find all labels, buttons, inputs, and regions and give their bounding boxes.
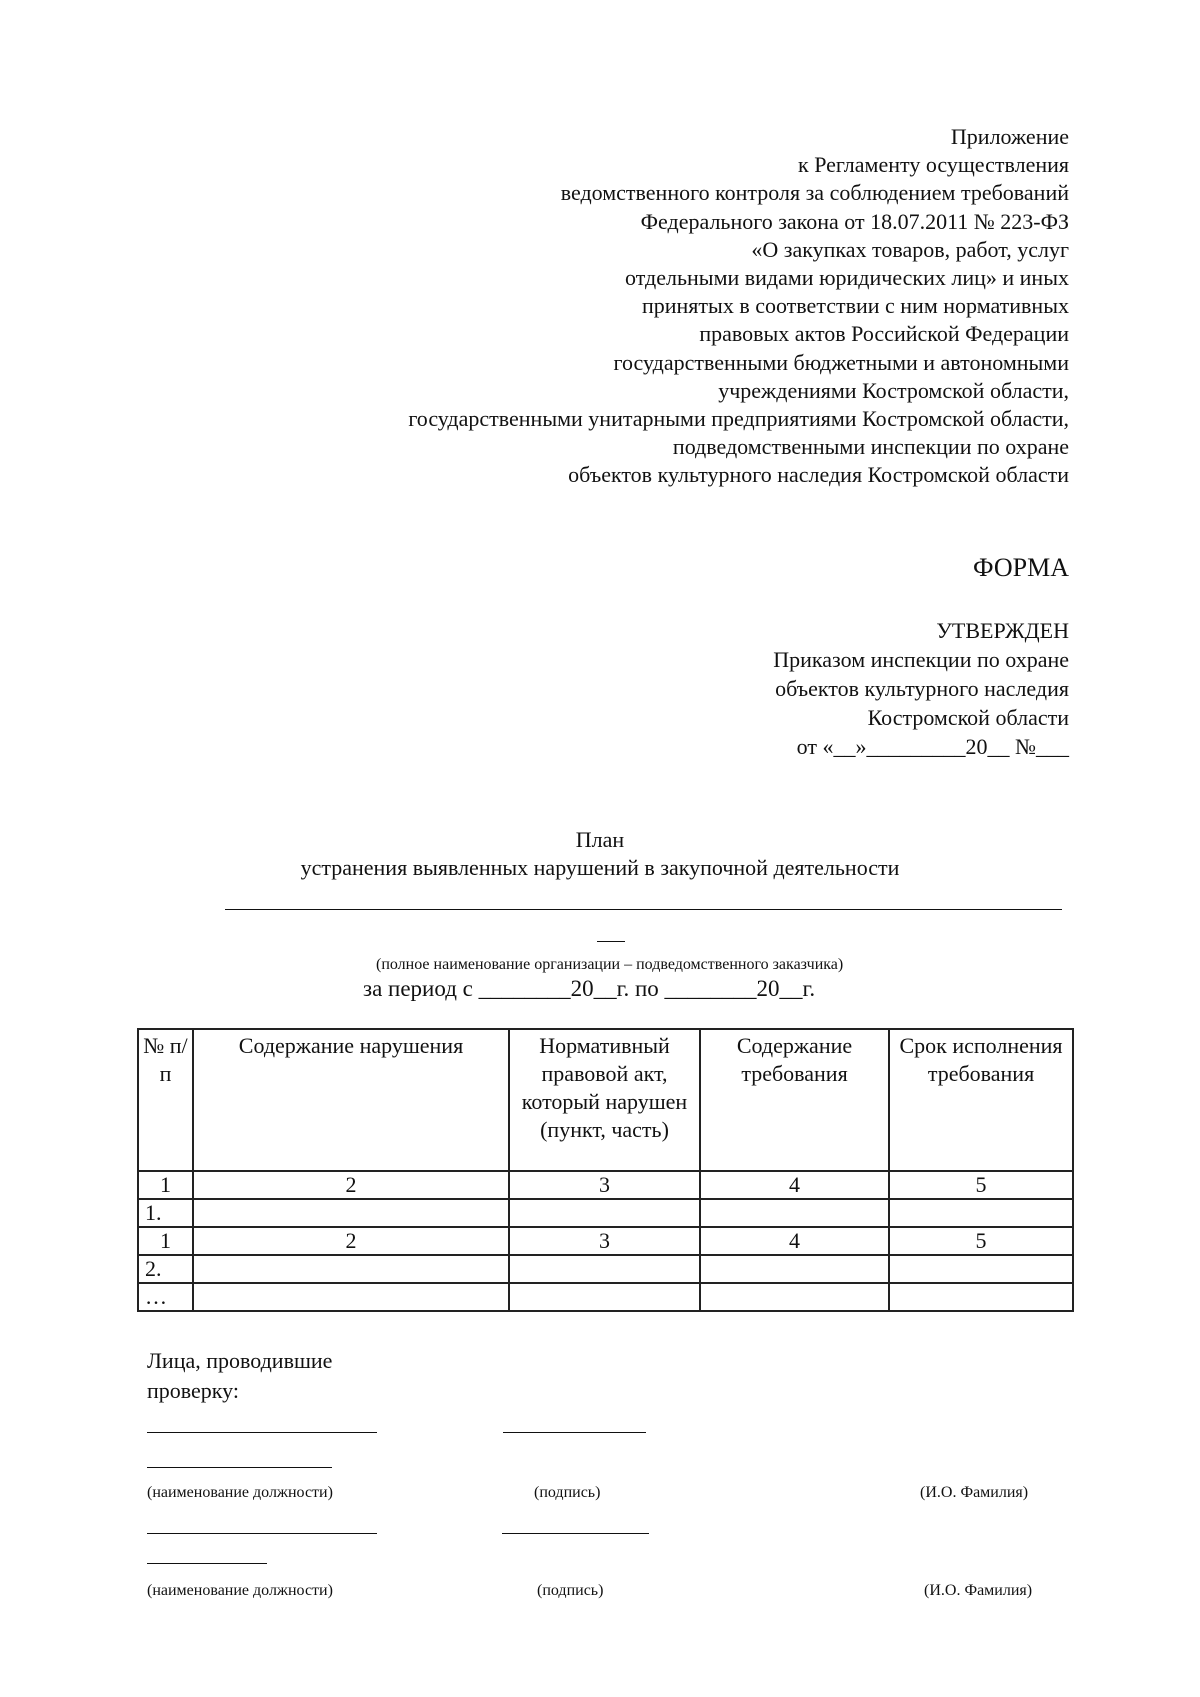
table-row	[138, 1171, 1073, 1199]
annex-line: отдельными видами юридических лиц» и иных	[625, 265, 1069, 291]
table-header-row	[138, 1029, 1073, 1171]
period-line: за период с ________20__г. по ________20__г.	[363, 976, 816, 1001]
table-cell	[509, 1283, 700, 1311]
table-cell: 4	[700, 1171, 889, 1199]
table-row	[138, 1283, 1073, 1311]
table-cell: 1	[138, 1227, 193, 1255]
position-line-short	[147, 1563, 267, 1564]
table-cell: 1.	[138, 1199, 193, 1227]
table-cell	[193, 1255, 509, 1283]
table-cell	[889, 1255, 1073, 1283]
signature-caption: (подпись)	[534, 1484, 601, 1501]
persons-label	[147, 1346, 332, 1406]
plan-subtitle: устранения выявленных нарушений в закупочной деятельности	[300, 855, 900, 880]
annex-line: государственными унитарными предприятиями Костромской области,	[408, 406, 1069, 432]
table-cell	[700, 1199, 889, 1227]
annex-line: принятых в соответствии с ним нормативных	[641, 293, 1069, 319]
position-line	[147, 1432, 377, 1433]
table-cell	[889, 1283, 1073, 1311]
table-cell	[889, 1199, 1073, 1227]
table-cell: 5	[889, 1227, 1073, 1255]
position-caption: (наименование должности)	[147, 1484, 333, 1501]
name-caption: (И.О. Фамилия)	[924, 1582, 1033, 1599]
table-row	[138, 1199, 1073, 1227]
persons-label-line: Лица, проводившие	[147, 1348, 333, 1373]
header-deadline: Срок исполнения требования	[889, 1029, 1073, 1171]
table-cell	[193, 1199, 509, 1227]
position-line-short	[147, 1467, 332, 1468]
table-cell: 3	[509, 1171, 700, 1199]
org-caption: (полное наименование организации – подведомственного заказчика)	[376, 956, 844, 973]
position-caption: (наименование должности)	[147, 1582, 333, 1599]
plan-title: План	[575, 827, 625, 852]
table-cell: 1	[138, 1171, 193, 1199]
annex-line: Приложение	[950, 124, 1069, 149]
approval-block	[773, 616, 1069, 761]
table-cell: 4	[700, 1227, 889, 1255]
header-requirement: Содержание требования	[700, 1029, 889, 1171]
header-violation: Содержание нарушения	[193, 1029, 509, 1171]
plan-table	[137, 1028, 1074, 1312]
table-cell: 2.	[138, 1255, 193, 1283]
annex-line: к Регламенту осуществления	[798, 152, 1069, 178]
table-cell	[509, 1199, 700, 1227]
approval-line: от «__»_________20__ №___	[796, 734, 1069, 759]
signature-line	[502, 1533, 649, 1534]
table-cell: 5	[889, 1171, 1073, 1199]
table-cell: 2	[193, 1171, 509, 1199]
approval-line: объектов культурного наследия	[775, 676, 1069, 701]
annex-line: подведомственными инспекции по охране	[672, 434, 1069, 460]
annex-line: правовых актов Российской Федерации	[699, 321, 1069, 347]
table-cell: 2	[193, 1227, 509, 1255]
table-cell	[509, 1255, 700, 1283]
header-legal-act: Нормативный правовой акт, который нарушен (пункт, часть)	[509, 1029, 700, 1171]
table-cell: 3	[509, 1227, 700, 1255]
approval-line: Костромской области	[867, 705, 1069, 730]
annex-line: объектов культурного наследия Костромской области	[568, 462, 1069, 488]
table-cell: …	[138, 1283, 193, 1311]
org-name-line-short	[597, 941, 625, 942]
table-cell	[700, 1283, 889, 1311]
name-caption: (И.О. Фамилия)	[920, 1484, 1029, 1501]
persons-label-line: проверку:	[147, 1378, 239, 1403]
position-line	[147, 1533, 377, 1534]
approval-line: УТВЕРЖДЕН	[936, 618, 1069, 643]
table-cell	[193, 1283, 509, 1311]
annex-header	[408, 123, 1069, 490]
table-row	[138, 1227, 1073, 1255]
approval-line: Приказом инспекции по охране	[773, 647, 1069, 672]
signature-caption: (подпись)	[537, 1582, 604, 1599]
org-name-line	[225, 909, 1062, 910]
annex-line: «О закупках товаров, работ, услуг	[751, 236, 1069, 262]
annex-line: учреждениями Костромской области,	[718, 377, 1069, 403]
form-label: ФОРМА	[973, 553, 1069, 582]
table-row	[138, 1255, 1073, 1283]
annex-line: ведомственного контроля за соблюдением требований	[560, 180, 1069, 206]
signature-line	[503, 1432, 646, 1433]
header-number: № п/п	[138, 1029, 193, 1171]
annex-line: государственными бюджетными и автономными	[613, 349, 1069, 375]
annex-line: Федерального закона от 18.07.2011 № 223-ФЗ	[640, 208, 1069, 234]
table-cell	[700, 1255, 889, 1283]
